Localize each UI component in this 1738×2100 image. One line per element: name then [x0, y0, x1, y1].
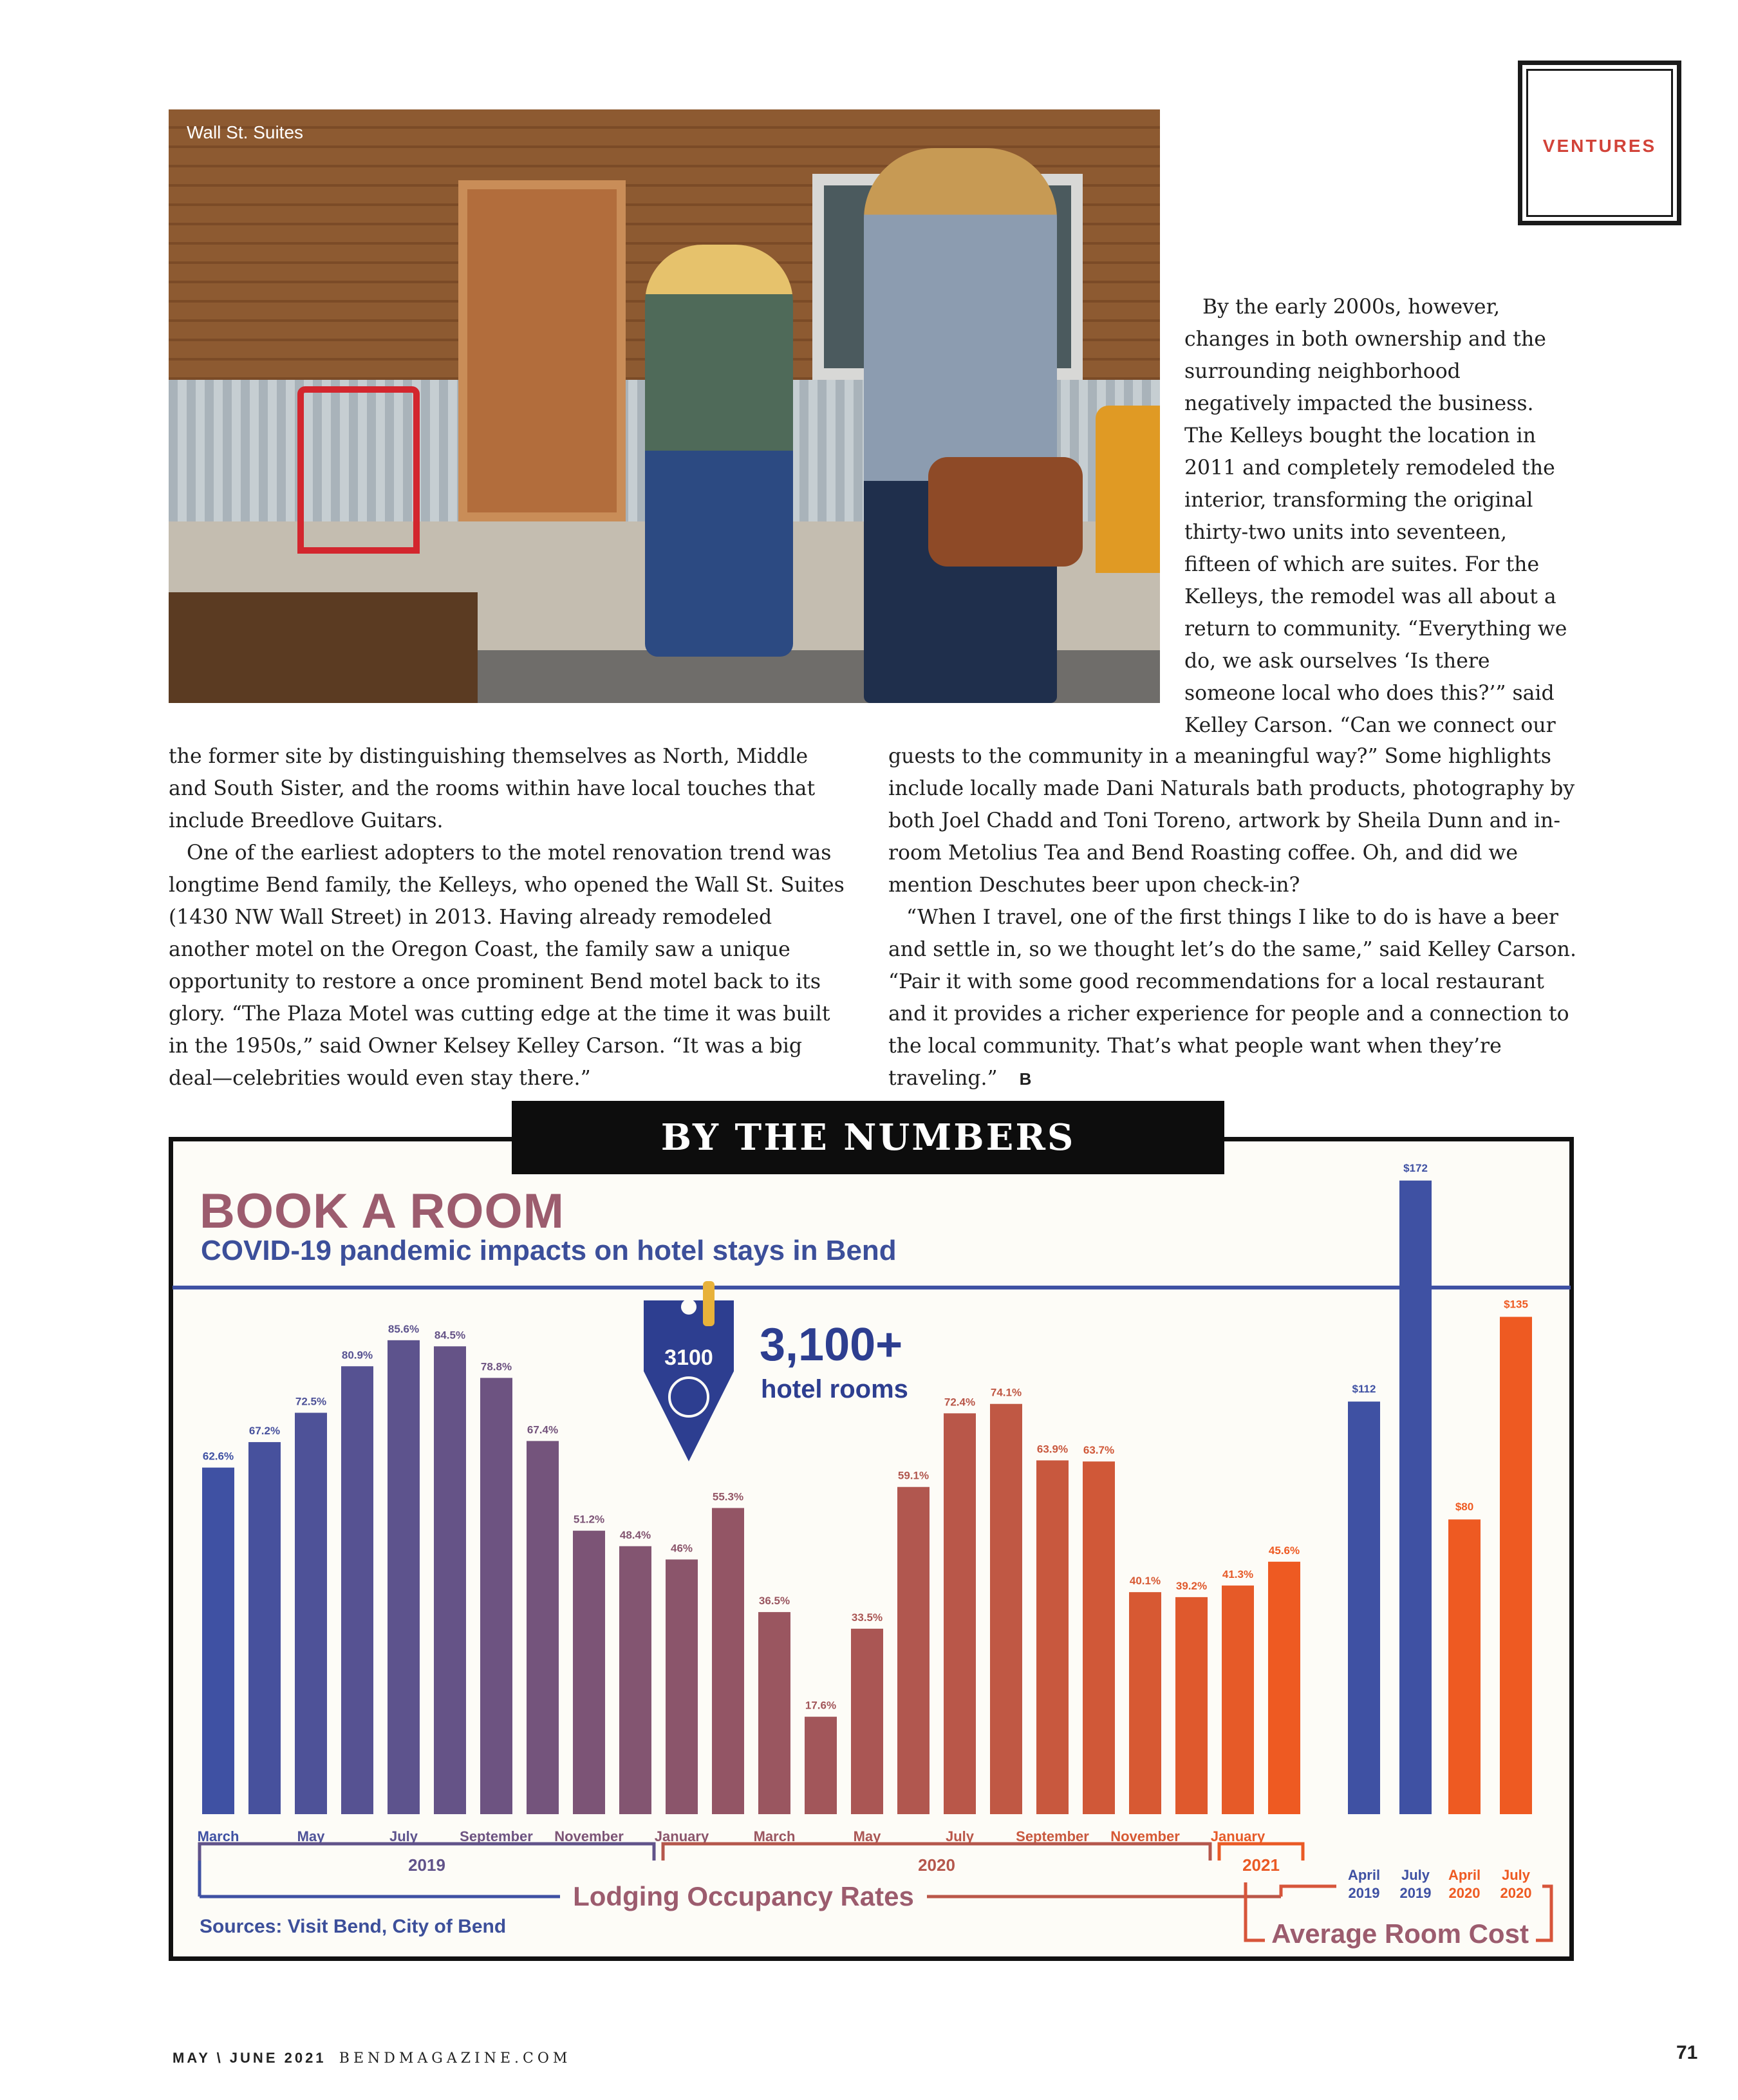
occupancy-data-label: 67.2%: [248, 1425, 281, 1438]
occupancy-data-label: 51.2%: [573, 1513, 605, 1526]
occupancy-rates-label: Lodging Occupancy Rates: [573, 1881, 914, 1911]
occupancy-bar: [897, 1487, 930, 1814]
occupancy-data-label: 41.3%: [1222, 1568, 1254, 1580]
room-cost-data-label: $80: [1455, 1501, 1474, 1514]
room-cost-month-label: April: [1448, 1867, 1481, 1883]
occupancy-bar: [1036, 1460, 1069, 1814]
room-cost-year-label: 2020: [1500, 1885, 1532, 1901]
occupancy-data-label: 40.1%: [1129, 1575, 1161, 1588]
occupancy-bar: [527, 1441, 559, 1814]
occupancy-tick-label: May: [853, 1828, 881, 1844]
occupancy-data-label: 63.7%: [1083, 1444, 1115, 1457]
room-cost-data-label: $135: [1504, 1298, 1528, 1311]
room-key-number: 3100: [664, 1345, 713, 1370]
occupancy-tick-label: July: [945, 1828, 975, 1844]
article-paragraph-text: “When I travel, one of the first things I like to do is have a beer and settle in, so we thought let’s do the same,” said Kelley Carson. “Pair it with some good recommendations for a local restaurant and it provides a richer experience for people and a connection to the local community. That’s what people want when they’re traveling.”: [888, 906, 1576, 1090]
chart-title: BOOK A ROOM: [200, 1184, 565, 1239]
occupancy-data-label: 63.9%: [1036, 1443, 1069, 1456]
occupancy-data-label: 17.6%: [805, 1699, 837, 1712]
photo-caption: Wall St. Suites: [187, 122, 304, 142]
article-paragraph: the former site by distinguishing themselves as North, Middle and South Sister, and the rooms within have local touches that include Breedlove Guitars.: [169, 745, 816, 832]
occupancy-data-label: 39.2%: [1175, 1579, 1208, 1592]
occupancy-data-label: 85.6%: [388, 1322, 420, 1335]
occupancy-data-label: 45.6%: [1268, 1544, 1300, 1557]
room-cost-year-label: 2019: [1348, 1885, 1380, 1901]
occupancy-bar: [434, 1346, 466, 1814]
occupancy-tick-label: September: [1016, 1828, 1089, 1844]
footer-issue-date: MAY \ JUNE 2021: [173, 2050, 326, 2066]
footer-site: BENDMAGAZINE.COM: [339, 2050, 572, 2067]
room-cost-bar: [1399, 1181, 1432, 1814]
occupancy-tick-label: January: [654, 1828, 709, 1844]
occupancy-data-label: 48.4%: [619, 1528, 651, 1541]
room-cost-bar: [1348, 1402, 1380, 1814]
occupancy-data-label: 74.1%: [990, 1386, 1022, 1399]
room-cost-data-label: $112: [1352, 1383, 1376, 1396]
room-key-icon: [703, 1281, 715, 1326]
room-cost-label: Average Room Cost: [1271, 1918, 1529, 1949]
occupancy-bar: [295, 1413, 327, 1815]
occupancy-tick-label: July: [389, 1828, 418, 1844]
occupancy-tick-label: November: [1110, 1828, 1180, 1844]
occupancy-bar: [1222, 1586, 1254, 1814]
year-label: 2020: [918, 1855, 955, 1875]
occupancy-data-label: 72.5%: [295, 1395, 327, 1408]
occupancy-data-label: 72.4%: [944, 1396, 976, 1409]
occupancy-tick-label: November: [554, 1828, 624, 1844]
occupancy-bar: [341, 1366, 373, 1814]
occupancy-data-label: 84.5%: [434, 1329, 466, 1342]
occupancy-bar: [388, 1340, 420, 1814]
footer-issue: [173, 2050, 571, 2067]
occupancy-bar: [712, 1508, 744, 1814]
occupancy-bar: [851, 1629, 883, 1814]
occupancy-data-label: 33.5%: [851, 1611, 883, 1624]
occupancy-data-label: 62.6%: [202, 1450, 234, 1463]
occupancy-bar: [202, 1468, 234, 1814]
occupancy-bar: [944, 1413, 976, 1814]
article-paragraph: One of the earliest adopters to the motel renovation trend was longtime Bend family, the Kelleys, who opened the Wall St. Suites (1430 NW Wall Street) in 2013. Having already remodeled another motel on the Oregon Coast, the family saw a unique opportunity to restore a once prominent Bend motel back to its glory. “The Plaza Motel was cutting edge at the time it was built in the 1950s,” said Owner Kelsey Kelley Carson. “It was a big deal—celebrities would even stay there.”: [169, 841, 845, 1090]
room-cost-month-label: July: [1501, 1867, 1531, 1883]
occupancy-bar: [480, 1378, 512, 1814]
occupancy-tick-label: September: [460, 1828, 533, 1844]
room-cost-data-label: $172: [1403, 1161, 1428, 1174]
occupancy-tick-label: March: [197, 1828, 239, 1844]
by-the-numbers-banner: BY THE NUMBERS: [512, 1101, 1224, 1174]
occupancy-data-label: 36.5%: [758, 1595, 790, 1608]
occupancy-bar: [248, 1442, 281, 1814]
year-label: 2021: [1242, 1855, 1280, 1875]
chart-sources: Sources: Visit Bend, City of Bend: [200, 1916, 507, 1937]
occupancy-data-label: 46%: [670, 1542, 693, 1555]
occupancy-bar: [990, 1404, 1022, 1814]
chart-subtitle: COVID-19 pandemic impacts on hotel stays in Bend: [201, 1235, 897, 1266]
occupancy-bar: [758, 1612, 790, 1814]
room-cost-month-label: July: [1401, 1867, 1430, 1883]
occupancy-data-label: 78.8%: [480, 1360, 512, 1373]
occupancy-tick-label: January: [1210, 1828, 1266, 1844]
occupancy-bar: [1175, 1597, 1208, 1814]
occupancy-data-label: 67.4%: [527, 1423, 559, 1436]
occupancy-data-label: 55.3%: [712, 1490, 744, 1503]
occupancy-bar: [619, 1546, 651, 1814]
occupancy-tick-label: March: [753, 1828, 796, 1844]
section-tag-label: VENTURES: [1542, 136, 1657, 156]
page-number: 71: [1676, 2042, 1698, 2063]
occupancy-bar: [1268, 1562, 1300, 1814]
hotel-rooms-count: 3,100+: [760, 1319, 903, 1371]
occupancy-tick-label: May: [297, 1828, 325, 1844]
occupancy-bar: [1129, 1592, 1161, 1814]
room-cost-year-label: 2019: [1399, 1885, 1432, 1901]
occupancy-data-label: 80.9%: [341, 1349, 373, 1362]
article-paragraph: By the early 2000s, however, changes in both ownership and the surrounding neighborhood negatively impacted the business. The Kelleys bought the location in 2011 and completely remodeled the interior, transforming the original thirty-two units into seventeen, fifteen of which are suites. For the Kelleys, the remodel was all about a return to community. “Everything we do, we ask ourselves ‘Is there someone local who does this?’” said Kelley Carson. “Can we connect our: [1184, 295, 1567, 737]
room-cost-year-label: 2020: [1448, 1885, 1481, 1901]
room-cost-bar: [1500, 1317, 1532, 1815]
hotel-rooms-label: hotel rooms: [761, 1375, 908, 1403]
end-mark-logo: B: [1019, 1069, 1032, 1089]
room-key-tag: [644, 1300, 734, 1461]
room-cost-bar: [1448, 1519, 1481, 1814]
occupancy-data-label: 59.1%: [897, 1469, 930, 1482]
occupancy-bar: [573, 1531, 605, 1814]
occupancy-bar: [1083, 1461, 1115, 1814]
year-label: 2019: [408, 1855, 445, 1875]
occupancy-bar: [805, 1717, 837, 1814]
occupancy-bar: [666, 1559, 698, 1814]
room-cost-month-label: April: [1347, 1867, 1381, 1883]
room-key-hole: [681, 1299, 696, 1315]
article-paragraph: guests to the community in a meaningful way?” Some highlights include locally made Dani Naturals bath products, photography by both Joel Chadd and Toni Toreno, artwork by Sheila Dunn and in-room Metolius Tea and Bend Roasting coffee. Oh, and did we mention Deschutes beer upon check-in?: [888, 745, 1575, 897]
